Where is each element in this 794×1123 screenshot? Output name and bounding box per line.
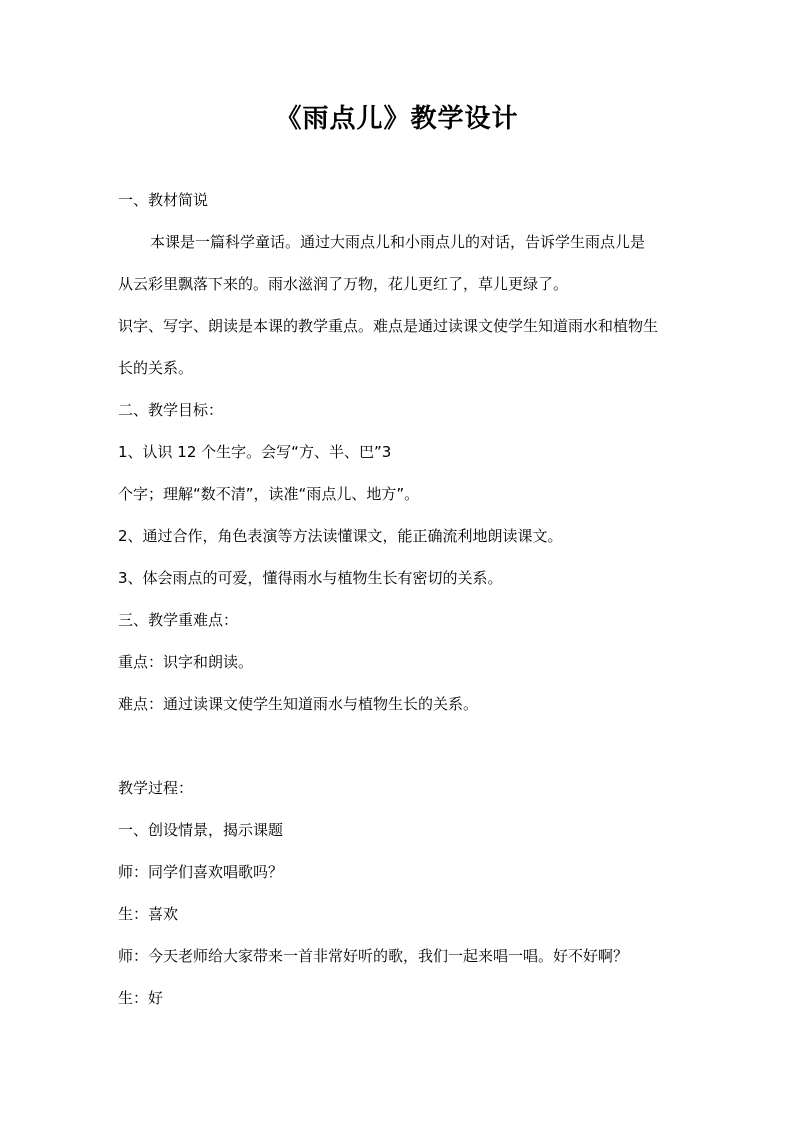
difficult-point: 难点：通过读课文使学生知道雨水与植物生长的关系。 <box>118 695 479 713</box>
goal-item: 1、认识 12 个生字。会写“方、半、巴”3 <box>118 443 392 461</box>
section-heading-materials: 一、教材简说 <box>118 191 209 209</box>
key-point: 重点：识字和朗读。 <box>118 653 254 671</box>
dialogue-line: 师：同学们喜欢唱歌吗？ <box>118 863 284 881</box>
section-heading-key-points: 三、教学重难点： <box>118 611 239 629</box>
process-step-heading: 一、创设情景，揭示课题 <box>118 821 284 839</box>
paragraph-line: 长的关系。 <box>118 359 194 377</box>
section-heading-goals: 二、教学目标： <box>118 401 224 419</box>
dialogue-line: 生：好 <box>118 989 164 1007</box>
goal-item: 3、体会雨点的可爱，懂得雨水与植物生长有密切的关系。 <box>118 569 503 587</box>
document-title: 《雨点儿》教学设计 <box>275 104 519 134</box>
paragraph-line: 从云彩里飘落下来的。雨水滋润了万物，花儿更红了，草儿更绿了。 <box>118 275 569 293</box>
goal-item-continued: 个字；理解“数不清”，读准“雨点儿、地方”。 <box>118 485 420 503</box>
goal-item: 2、通过合作，角色表演等方法读懂课文，能正确流利地朗读课文。 <box>118 527 563 545</box>
paragraph-line: 识字、写字、朗读是本课的教学重点。难点是通过读课文使学生知道雨水和植物生 <box>118 317 659 335</box>
paragraph-line: 本课是一篇科学童话。通过大雨点儿和小雨点儿的对话，告诉学生雨点儿是 <box>150 233 646 251</box>
dialogue-line: 生：喜欢 <box>118 905 179 923</box>
dialogue-line: 师：今天老师给大家带来一首非常好听的歌，我们一起来唱一唱。好不好啊？ <box>118 947 629 965</box>
section-heading-process: 教学过程： <box>118 779 194 797</box>
